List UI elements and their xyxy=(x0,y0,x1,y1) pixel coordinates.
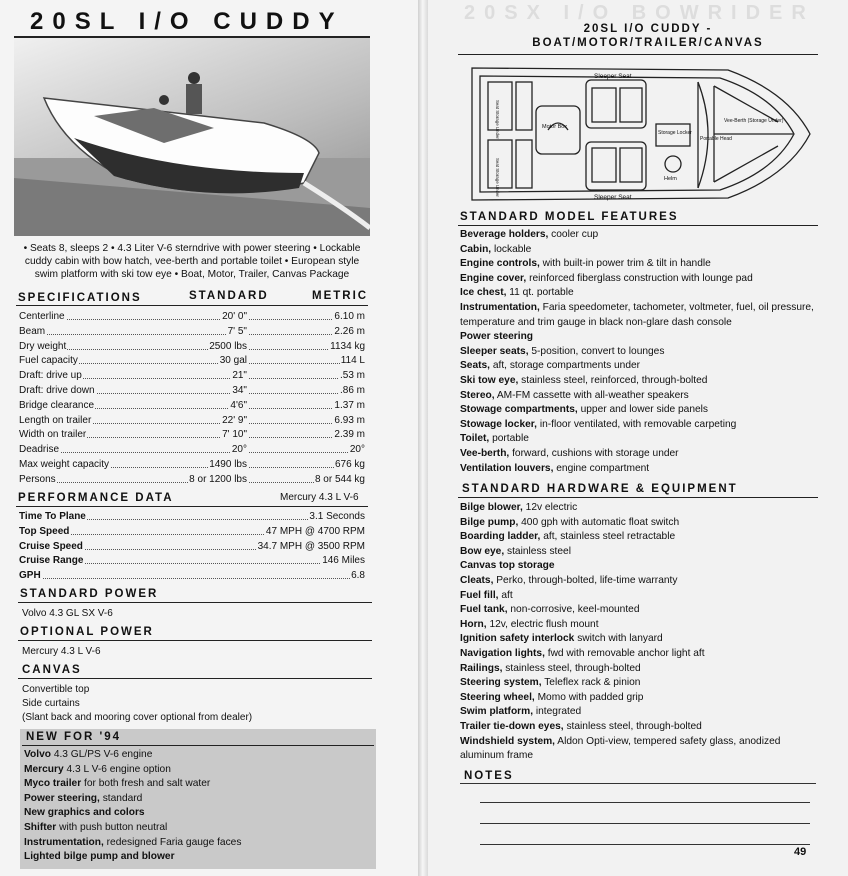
spec-metric-value: .53 m xyxy=(339,370,365,382)
spec-label: Length on trailer xyxy=(19,414,92,426)
feature-item-detail: engine compartment xyxy=(553,462,650,474)
hardware-item-term: Fuel tank, xyxy=(460,604,508,616)
diagram-label-storage-bottom: Seat Storage Under xyxy=(495,158,500,197)
hardware-item-detail: aluminum frame xyxy=(460,750,534,762)
spec-row xyxy=(18,310,366,323)
feature-item xyxy=(460,447,830,462)
spec-metric-value: .86 m xyxy=(339,385,365,396)
hardware-item-term: Steering system, xyxy=(460,677,542,689)
feature-item xyxy=(460,432,830,447)
performance-row xyxy=(18,569,366,582)
hardware-item-detail: Teleflex rack & pinion xyxy=(541,677,641,689)
feature-item-term: Stowage locker, xyxy=(460,418,538,430)
performance-value: 3.1 Seconds xyxy=(309,511,365,522)
hardware-item xyxy=(460,530,830,545)
feature-item-term: Sleeper seats, xyxy=(460,345,529,357)
hardware-item-term: Swim platform, xyxy=(460,706,534,718)
right-title-line-2: BOAT/MOTOR/TRAILER/CANVAS xyxy=(532,37,764,49)
new-item-detail: for both fresh and salt water xyxy=(81,778,211,790)
new-item-term: Mercury xyxy=(24,763,64,775)
spec-row xyxy=(18,414,366,427)
feature-item-term: Stowage compartments, xyxy=(460,404,578,416)
hardware-item-term: Navigation lights, xyxy=(460,647,545,659)
hardware-rule xyxy=(458,497,818,498)
feature-item-detail: portable xyxy=(489,433,529,445)
diagram-label-vee-berth: Vee-Berth (Storage Under) xyxy=(724,118,784,124)
performance-label: Cruise Range xyxy=(19,555,84,567)
feature-item-detail: with built-in power trim & tilt in handle xyxy=(539,258,711,270)
feature-item xyxy=(460,257,830,272)
diagram-label-sleeper-top: Sleeper Seat xyxy=(594,73,632,80)
spec-row xyxy=(18,473,366,486)
new-item-detail: 4.3 GL/PS V-6 engine xyxy=(50,749,153,760)
spec-label: Width on trailer xyxy=(19,429,87,441)
spec-label: Dry weight xyxy=(19,340,67,352)
right-title xyxy=(498,22,798,50)
optional-power-heading: OPTIONAL POWER xyxy=(20,626,154,638)
hardware-item xyxy=(460,589,830,604)
performance-row xyxy=(18,554,366,567)
optional-power-text: Mercury 4.3 L V-6 xyxy=(22,646,101,657)
spec-metric-value: 2.39 m xyxy=(334,429,365,441)
diagram-label-storage-top: Seat Storage Under xyxy=(495,100,500,139)
hardware-item xyxy=(460,545,830,560)
new-item-term: Volvo xyxy=(24,749,51,760)
feature-item xyxy=(460,330,830,345)
spec-standard-value: 22' 9" xyxy=(222,414,247,426)
new-item-term: Myco trailer xyxy=(24,778,82,790)
hardware-item xyxy=(460,574,830,589)
hardware-item-detail: Perko, through-bolted, life-time warranty xyxy=(493,574,678,586)
new-item xyxy=(24,821,241,836)
hardware-item xyxy=(460,559,830,574)
leader-dots xyxy=(18,349,366,350)
spec-metric-value: 8 or 544 kg xyxy=(314,473,365,485)
feature-item-term: Ventilation louvers, xyxy=(460,462,554,474)
canvas-heading: CANVAS xyxy=(22,664,82,676)
canvas-rule xyxy=(18,678,372,679)
diagram-label-helm: Helm xyxy=(664,176,677,182)
bleed-through-title: 20SX I/O BOWRIDER xyxy=(464,2,815,24)
boat-photo-illustration xyxy=(14,38,370,236)
hardware-item xyxy=(460,676,830,691)
feature-item xyxy=(460,345,830,360)
feature-item-detail: Faria speedometer, tachometer, voltmeter, fuel, oil pressure, xyxy=(539,301,814,313)
hardware-item-term: Canvas top storage xyxy=(460,560,555,572)
hardware-item-detail: stainless steel xyxy=(504,545,571,557)
right-page xyxy=(428,0,848,876)
canvas-line-1: Convertible top xyxy=(22,684,90,695)
feature-item xyxy=(460,316,830,331)
new-item-detail: 4.3 L V-6 engine option xyxy=(63,763,171,775)
page-title: 20SL I/O CUDDY xyxy=(30,8,344,35)
feature-item xyxy=(460,272,830,287)
feature-item xyxy=(460,243,830,258)
new-item-term: Lighted bilge pump and blower xyxy=(24,851,175,863)
performance-label: Time To Plane xyxy=(19,511,86,522)
hardware-item-detail: fwd with removable anchor light aft xyxy=(544,647,705,659)
performance-row xyxy=(18,510,366,523)
hardware-heading: STANDARD HARDWARE & EQUIPMENT xyxy=(462,483,738,495)
hardware-item-term: Trailer tie-down eyes, xyxy=(460,720,564,732)
feature-item xyxy=(460,301,830,316)
spec-metric-value: 114 L xyxy=(340,355,365,367)
leader-dots xyxy=(18,452,366,453)
spec-metric-value: 1134 kg xyxy=(330,340,365,352)
new-item xyxy=(24,792,241,807)
performance-label: Cruise Speed xyxy=(19,540,83,552)
feature-item-term: Engine controls, xyxy=(460,258,540,270)
spec-label: Deadrise xyxy=(19,444,60,456)
hardware-item-term: Bow eye, xyxy=(460,545,505,557)
new-item xyxy=(24,836,241,851)
diagram-label-storage-locker: Storage Locker xyxy=(658,130,692,136)
performance-engine: Mercury 4.3 L V-6 xyxy=(280,492,359,503)
hardware-item xyxy=(460,516,830,531)
new-item-term: Instrumentation, xyxy=(24,836,104,848)
hardware-item xyxy=(460,720,830,735)
model-features-rule xyxy=(458,225,818,226)
feature-item-detail: in-floor ventilated, with removable carpeting xyxy=(537,418,737,430)
performance-value: 34.7 MPH @ 3500 RPM xyxy=(257,540,365,552)
feature-item-term: Engine cover, xyxy=(460,272,527,284)
new-for-94-list xyxy=(24,748,241,865)
specifications-heading: SPECIFICATIONS xyxy=(18,292,142,304)
new-item xyxy=(24,763,241,778)
hardware-item-detail: 400 gph with automatic float switch xyxy=(518,516,680,528)
hardware-item-term: Bilge blower, xyxy=(460,502,523,513)
spec-label: Draft: drive down xyxy=(19,385,95,396)
hardware-item-term: Steering wheel, xyxy=(460,691,535,703)
diagram-label-motor-box: Motor Box xyxy=(542,124,568,130)
new-item-term: New graphics and colors xyxy=(24,807,145,819)
boat-photo xyxy=(14,38,370,236)
hardware-item-term: Cleats, xyxy=(460,574,494,586)
feature-item-term: Ice chest, xyxy=(460,287,507,299)
hardware-item xyxy=(460,632,830,647)
hardware-item xyxy=(460,691,830,706)
spec-standard-value: 21" xyxy=(232,370,247,382)
hardware-item-detail: switch with lanyard xyxy=(574,633,663,645)
spec-metric-value: 1.37 m xyxy=(334,399,365,411)
feature-item-detail: 11 qt. portable xyxy=(506,287,574,299)
new-item xyxy=(24,777,241,792)
standard-power-text: Volvo 4.3 GL SX V-6 xyxy=(22,608,113,619)
feature-item-term: Ski tow eye, xyxy=(460,374,519,386)
motor-box xyxy=(536,106,580,154)
leader-dots xyxy=(18,319,366,320)
canvas-line-2: Side curtains xyxy=(22,698,80,709)
spec-label: Max weight capacity xyxy=(19,459,110,470)
spec-standard-value: 8 or 1200 lbs xyxy=(189,473,247,485)
new-item-term: Shifter xyxy=(24,821,57,833)
hardware-item xyxy=(460,749,830,764)
hardware-item-detail: Aldon Opti-view, tempered safety glass, anodized xyxy=(555,735,781,747)
spec-standard-value: 2500 lbs xyxy=(209,340,247,352)
performance-rule xyxy=(16,506,368,507)
right-title-rule xyxy=(458,54,818,55)
boat-caption: • Seats 8, sleeps 2 • 4.3 Liter V-6 sterndrive with power steering • Lockable cuddy cabin with bow hatch, vee-berth and portable toilet • European style swim platform with ski tow eye • Boat, Motor, Trailer, Canvas Package xyxy=(23,243,361,280)
spec-label: Draft: drive up xyxy=(19,370,82,382)
hardware-item xyxy=(460,662,830,677)
feature-item xyxy=(460,228,830,243)
hardware-item-term: Horn, xyxy=(460,618,487,630)
feature-item-term: Power steering xyxy=(460,331,534,343)
feature-item-term: Stereo, xyxy=(460,389,495,401)
specifications-rule xyxy=(16,305,368,306)
feature-item-detail: cooler cup xyxy=(548,229,599,240)
feature-item-detail: AM-FM cassette with all-weather speakers xyxy=(494,389,689,401)
canvas-line-3: (Slant back and mooring cover optional from dealer) xyxy=(22,712,253,723)
new-item-detail: standard xyxy=(99,792,143,804)
spec-standard-value: 30 gal xyxy=(219,355,247,367)
helm-wheel xyxy=(665,156,681,172)
feature-item-term: Toilet, xyxy=(460,433,490,445)
standard-power-heading: STANDARD POWER xyxy=(20,588,159,600)
spec-metric-value: 20° xyxy=(349,444,365,456)
spec-row xyxy=(18,325,366,338)
hardware-item-term: Boarding ladder, xyxy=(460,531,541,543)
metric-column-heading: METRIC xyxy=(312,290,369,302)
hardware-item-term: Fuel fill, xyxy=(460,589,499,601)
standard-column-heading: STANDARD xyxy=(189,290,269,302)
new-for-94-rule xyxy=(22,745,374,746)
spec-standard-value: 1490 lbs xyxy=(209,459,247,470)
feature-item-detail: lockable xyxy=(491,243,532,255)
hardware-item-detail: 12v, electric flush mount xyxy=(486,618,599,630)
spec-label: Beam xyxy=(19,325,46,337)
performance-row xyxy=(18,540,366,553)
hardware-item xyxy=(460,603,830,618)
standard-power-rule xyxy=(18,602,372,603)
performance-label: GPH xyxy=(19,570,41,582)
hardware-list xyxy=(460,501,830,764)
feature-item-detail: forward, cushions with storage under xyxy=(509,447,679,459)
feature-item-term: Instrumentation, xyxy=(460,301,540,313)
spec-metric-value: 6.10 m xyxy=(334,311,365,322)
new-item xyxy=(24,748,241,763)
right-title-line-1: 20SL I/O CUDDY - xyxy=(583,23,713,35)
hardware-item-term: Railings, xyxy=(460,662,503,674)
performance-heading: PERFORMANCE DATA xyxy=(18,492,174,504)
diagram-label-portable-head: Portable Head xyxy=(700,136,732,142)
feature-item xyxy=(460,418,830,433)
hardware-item-detail: stainless steel, through-bolted xyxy=(563,720,702,732)
feature-item xyxy=(460,389,830,404)
feature-item-detail: aft, storage compartments under xyxy=(490,360,641,372)
feature-item xyxy=(460,462,830,477)
hardware-item-detail: integrated xyxy=(533,706,582,718)
diagram-label-sleeper-bottom: Sleeper Seat xyxy=(594,194,632,201)
performance-value: 6.8 xyxy=(351,570,365,582)
feature-item-detail: 5-position, convert to lounges xyxy=(528,345,665,357)
feature-item xyxy=(460,359,830,374)
hardware-item-detail: aft xyxy=(498,589,513,601)
optional-power-rule xyxy=(18,640,372,641)
hardware-item-detail: aft, stainless steel retractable xyxy=(540,531,676,543)
feature-item xyxy=(460,286,830,301)
notes-rule xyxy=(460,783,816,784)
new-for-94-box xyxy=(20,729,376,869)
spec-metric-value: 2.26 m xyxy=(334,325,365,337)
spec-row xyxy=(18,428,366,441)
spec-row xyxy=(18,369,366,382)
spec-row xyxy=(18,354,366,367)
model-features-list xyxy=(460,228,830,476)
hardware-item xyxy=(460,647,830,662)
performance-row xyxy=(18,525,366,538)
feature-item-detail: reinforced fiberglass construction with lounge pad xyxy=(526,272,753,284)
spec-standard-value: 34" xyxy=(232,385,247,396)
hardware-item xyxy=(460,705,830,720)
spec-label: Fuel capacity xyxy=(19,355,78,367)
hardware-item-detail: 12v electric xyxy=(522,502,578,513)
performance-label: Top Speed xyxy=(19,525,70,537)
feature-item-detail: upper and lower side panels xyxy=(577,404,709,416)
hardware-item-detail: Momo with padded grip xyxy=(534,691,644,703)
hardware-item-detail: non-corrosive, keel-mounted xyxy=(507,604,640,616)
hardware-item-term: Windshield system, xyxy=(460,735,556,747)
feature-item-detail: stainless steel, reinforced, through-bolted xyxy=(518,374,708,386)
spec-row xyxy=(18,384,366,397)
spec-label: Bridge clearance xyxy=(19,399,95,411)
spec-label: Centerline xyxy=(19,311,65,322)
hardware-item-term: Ignition safety interlock xyxy=(460,633,575,645)
model-features-heading: STANDARD MODEL FEATURES xyxy=(460,211,679,223)
leader-dots xyxy=(18,578,366,579)
spec-standard-value: 7' 5" xyxy=(227,325,247,337)
spec-row xyxy=(18,443,366,456)
spec-standard-value: 20' 0" xyxy=(222,311,247,322)
boat-layout-diagram xyxy=(458,62,816,206)
new-item-detail: with push button neutral xyxy=(56,821,168,833)
spec-metric-value: 676 kg xyxy=(334,459,365,470)
new-item-term: Power steering, xyxy=(24,792,100,804)
spec-standard-value: 7' 10" xyxy=(222,429,247,441)
spec-row xyxy=(18,399,366,412)
hardware-item xyxy=(460,501,830,516)
page-number: 49 xyxy=(794,846,807,858)
new-item xyxy=(24,850,241,865)
spec-metric-value: 6.93 m xyxy=(334,414,365,426)
performance-value: 146 Miles xyxy=(322,555,365,567)
feature-item-detail: temperature and trim gauge in black non-glare dash console xyxy=(460,316,732,328)
notes-line-3 xyxy=(480,844,810,845)
new-item xyxy=(24,806,241,821)
hardware-item-detail: stainless steel, through-bolted xyxy=(502,662,641,674)
spec-label: Persons xyxy=(19,473,56,485)
left-page xyxy=(0,0,420,876)
new-for-94-heading: NEW FOR '94 xyxy=(26,731,122,743)
feature-item xyxy=(460,374,830,389)
leader-dots xyxy=(18,334,366,335)
hardware-item xyxy=(460,618,830,633)
spec-standard-value: 20° xyxy=(231,444,247,456)
feature-item-term: Seats, xyxy=(460,360,491,372)
new-item-detail: redesigned Faria gauge faces xyxy=(103,836,242,848)
notes-line-1 xyxy=(480,802,810,803)
performance-value: 47 MPH @ 4700 RPM xyxy=(265,525,365,537)
notes-line-2 xyxy=(480,823,810,824)
feature-item xyxy=(460,403,830,418)
feature-item-term: Beverage holders, xyxy=(460,229,549,240)
feature-item-term: Cabin, xyxy=(460,243,492,255)
spec-row xyxy=(18,340,366,353)
hardware-item-term: Bilge pump, xyxy=(460,516,519,528)
notes-heading: NOTES xyxy=(464,770,514,782)
spec-row xyxy=(18,458,366,471)
spec-standard-value: 4'6" xyxy=(230,399,247,411)
hardware-item xyxy=(460,735,830,750)
feature-item-term: Vee-berth, xyxy=(460,447,510,459)
